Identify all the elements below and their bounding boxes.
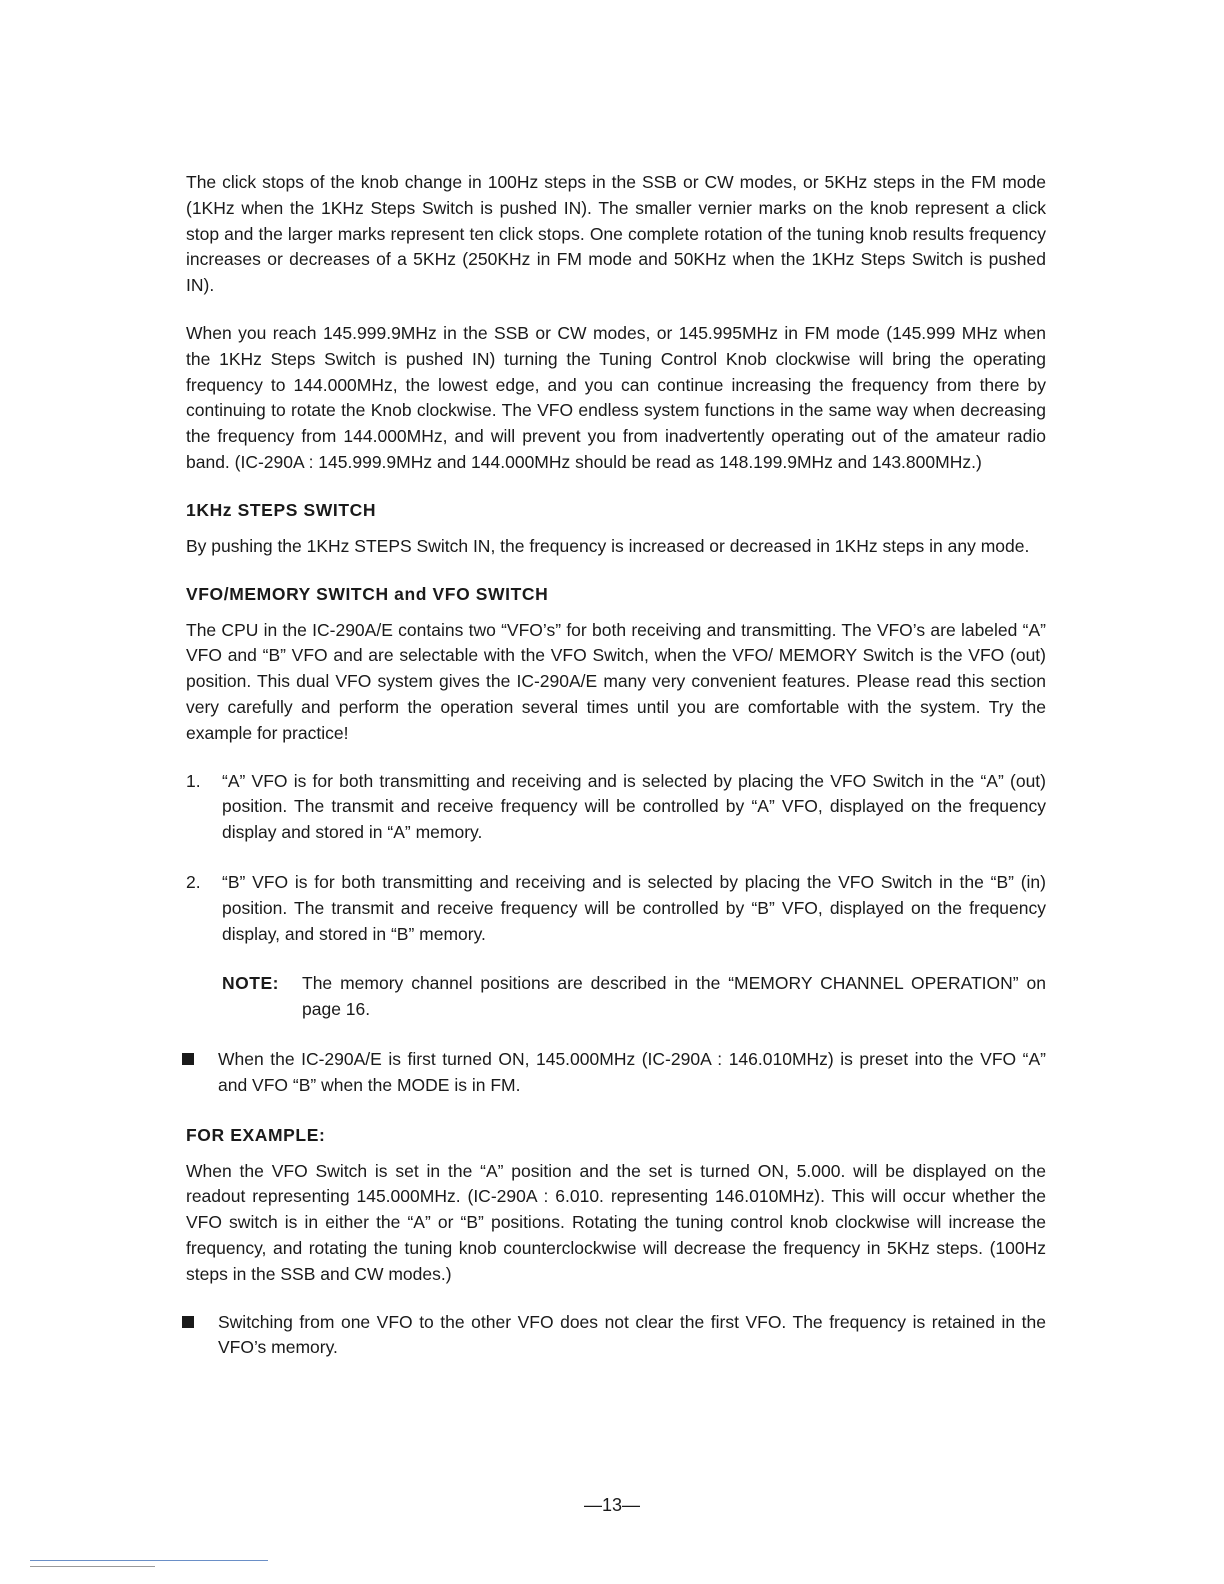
bullet-item-preset — [182, 1047, 1046, 1099]
list-item — [186, 870, 1046, 947]
heading-vfo-memory-switch: VFO/MEMORY SWITCH and VFO SWITCH — [186, 583, 549, 604]
note-block — [222, 971, 1046, 1023]
heading-for-example: FOR EXAMPLE: — [186, 1124, 326, 1145]
paragraph-vfo-endless: When you reach 145.999.9MHz in the SSB or CW modes, or 145.995MHz in FM mode (145.999 MHz when the 1KHz Steps Switch is pushed IN) turning the Tuning Control Knob clockwise will bring the operating frequency to 144.000MHz, the lowest edge, and you can continue increasing the frequency from there by continuing to rotate the Knob clockwise. The VFO endless system functions in the same way when decreasing the frequency from 144.000MHz, and will prevent you from inadvertently operating out of the amateur radio band. (IC-290A : 145.999.9MHz and 144.000MHz should be read as 148.199.9MHz and 143.800MHz.) — [186, 322, 1046, 472]
square-bullet-icon — [182, 1316, 194, 1328]
paragraph-1khz-steps: By pushing the 1KHz STEPS Switch IN, the frequency is increased or decreased in 1KHz steps in any mode. — [186, 535, 1030, 556]
page-content — [186, 170, 1046, 1385]
bullet-item-switching — [182, 1310, 1046, 1362]
paragraph-example: When the VFO Switch is set in the “A” position and the set is turned ON, 5.000. will be displayed on the readout representing 145.000MHz. (IC-290A : 6.010. representing 146.010MHz). This will occur whether the VFO switch is in either the “A” or “B” positions. Rotating the tuning control knob clockwise will increase the frequency, and rotating the tuning knob counterclockwise will decrease the frequency in 5KHz steps. (100Hz steps in the SSB and CW modes.) — [186, 1160, 1046, 1284]
note-text: The memory channel positions are described in the “MEMORY CHANNEL OPERATION” on page 16. — [302, 973, 1046, 1020]
bullet-text: When the IC-290A/E is first turned ON, 145.000MHz (IC-290A : 146.010MHz) is preset into the VFO “A” and VFO “B” when the MODE is in FM. — [218, 1048, 1046, 1095]
list-text: “B” VFO is for both transmitting and receiving and is selected by placing the VFO Switch in the “B” (in) position. The transmit and receive frequency will be controlled by “B” VFO, displayed on the frequency display, and stored in “B” memory. — [222, 871, 1046, 944]
square-bullet-icon — [182, 1053, 194, 1065]
scan-edge-line — [30, 1560, 268, 1561]
note-label: NOTE: — [222, 973, 279, 994]
list-item — [186, 769, 1046, 846]
list-text: “A” VFO is for both transmitting and receiving and is selected by placing the VFO Switch in the “A” (out) position. The transmit and receive frequency will be controlled by “A” VFO, displayed on the frequency display and stored in “A” memory. — [222, 770, 1046, 843]
heading-1khz-steps: 1KHz STEPS SWITCH — [186, 499, 377, 520]
list-number: 1. — [186, 770, 201, 791]
paragraph-click-stops: The click stops of the knob change in 100Hz steps in the SSB or CW modes, or 5KHz steps in the FM mode (1KHz when the 1KHz Steps Switch is pushed IN). The smaller vernier marks on the knob represent a click stop and the larger marks represent ten click stops. One complete rotation of the tuning knob results frequency increases or decreases of a 5KHz (250KHz in FM mode and 50KHz when the 1KHz Steps Switch is pushed IN). — [186, 172, 1046, 296]
page-number: —13— — [583, 1495, 641, 1515]
scan-edge-line — [30, 1566, 155, 1567]
list-number: 2. — [186, 871, 201, 892]
paragraph-vfo-memory: The CPU in the IC-290A/E contains two “VFO’s” for both receiving and transmitting. The VFO’s are labeled “A” VFO and “B” VFO and are selectable with the VFO Switch, when the VFO/ MEMORY Switch is the VFO (out) position. This dual VFO system gives the IC-290A/E many very convenient features. Please read this section very carefully and perform the operation several times until you are comfortable with the system. Try the example for practice! — [186, 619, 1046, 743]
bullet-text: Switching from one VFO to the other VFO does not clear the first VFO. The frequency is retained in the VFO’s memory. — [218, 1311, 1046, 1358]
